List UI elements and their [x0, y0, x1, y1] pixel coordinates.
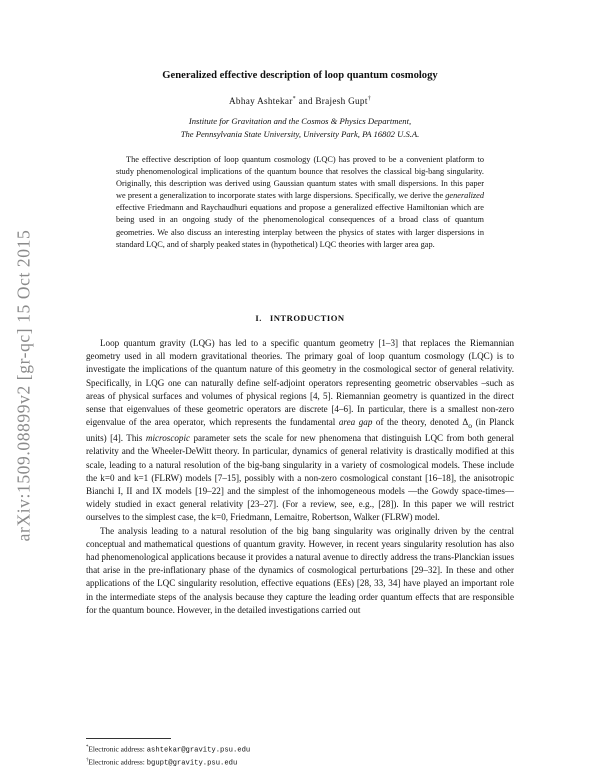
abstract [116, 154, 484, 251]
affiliation-line-1: Institute for Gravitation and the Cosmos & Physics Department, [188, 116, 412, 126]
intro-p1-text-c: (in Planck units) [4]. This [86, 417, 514, 444]
author-line [86, 96, 514, 106]
arxiv-identifier-stamp [10, 160, 38, 610]
author-ashtekar: Abhay Ashtekar [229, 96, 293, 107]
footnote-divider [86, 738, 171, 739]
author-conjunction: and [298, 96, 313, 107]
abstract-text-1: The effective description of loop quantum cosmology (LQC) has proved to be a convenient platform to study phenomenological implications of the quantum bounce that resolves the classical big-bang singularity. Originally, this description was derived using Gaussian quantum states with small dispersions. In this paper we present a generalization to incorporate states with large dispersions. Specifically, we derive the [116, 155, 484, 201]
introduction-body [86, 337, 514, 617]
intro-paragraph-2: The analysis leading to a natural resolution of the big bang singularity was originally driven by the central conceptual and mathematical questions of quantum gravity. However, in recent years singularity resolution has also had phenomenological applications because it provides a natural avenue to directly address the trans-Planckian issues that arise in the pre-inflationary phase of the dynamics of cosmological perturbations [29–32]. In these and other applications of the LQC singularity resolution, effective equations (EEs) [28, 33, 34] have played an important role in the intermediate steps of the analysis because they capture the leading order quantum effects that are responsible for the quantum bounce. However, in the detailed investigations carried out [86, 525, 514, 615]
paper-title: Generalized effective description of loop quantum cosmology [162, 70, 438, 81]
intro-p1-emphasis-microscopic: microscopic [145, 433, 191, 444]
section-title: INTRODUCTION [269, 313, 345, 323]
footnotes [86, 743, 514, 769]
footnote-gupt [86, 756, 514, 769]
footnote-ashtekar [86, 743, 514, 756]
intro-p1-text-b: of the theory, denoted Δ [372, 417, 469, 428]
abstract-text-2: effective Friedmann and Raychaudhuri equations and propose a generalized effective Hamiltonian which are being used in an ongoing study of the phenomenological consequences of a broad class of quantum geometries. We also discuss an interesting interplay between the physics of states with larger dispersions in standard LQC, and of sharply peaked states in (hypothetical) LQC theories with larger area gap. [116, 203, 484, 249]
intro-p1-subscript: o [468, 421, 473, 431]
author-gupt-mark: † [367, 96, 371, 102]
author-gupt: Brajesh Gupt [315, 96, 368, 107]
intro-paragraph-1 [86, 337, 514, 525]
intro-p1-emphasis-area-gap: area gap [338, 417, 373, 428]
affiliation-line-2: The Pennsylvania State University, University Park, PA 16802 U.S.A. [180, 129, 420, 139]
footnote-2-mark: † [86, 757, 89, 763]
section-number: I. [255, 313, 262, 323]
footnote-2-email-link[interactable]: bgupt@gravity.psu.edu [146, 759, 238, 768]
abstract-emphasis: generalized [445, 191, 484, 201]
footnote-1-label: Electronic address: [88, 744, 147, 754]
intro-p1-text-d: parameter sets the scale for new phenomena that distinguish LQC from both general relativity and the Wheeler-DeWitt theory. In particular, dynamics of general relativity is drastically modified at this scale, leading to a natural resolution of the big-bang singularity in a variety of cosmological models. These include the k=0 and k=1 (FLRW) models [7–15], possibly with a non-zero cosmological constant [16–18], the anisotropic Bianchi I, II and IX models [19–22] and the simplest of the inhomogeneous models —the Gowdy space-times— widely studied in exact general relativity [23–27]. (For a review, see, e.g., [28]). In this paper we will restrict ourselves to the simplest case, the k=0, Friedmann, Lemaitre, Robertson, Walker (FLRW) model. [86, 433, 514, 523]
footnote-2-label: Electronic address: [88, 757, 147, 767]
arxiv-stamp-text: arXiv:1509.08899v2 [gr-qc] 15 Oct 2015 [13, 229, 34, 541]
intro-p1-text-a: Loop quantum gravity (LQG) has led to a specific quantum geometry [1–3] that replaces the Riemannian geometry used in all modern gravitational theories. The primary goal of loop quantum cosmology (LQC) is to investigate the implications of the quantum nature of this geometry in the cosmological sector of general relativity. Specifically, in LQG one can naturally define self-adjoint operators representing geometric observables –such as areas of physical surfaces and volumes of physical regions [4, 5]. Riemannian geometry is quantized in the direct sense that eigenvalues of these geometric operators are discrete [4–6]. In particular, there is a smallest non-zero eigenvalue of the area operator, which represents the fundamental [86, 338, 514, 428]
footnote-1-mark: * [86, 745, 89, 750]
footnote-1-email-link[interactable]: ashtekar@gravity.psu.edu [146, 746, 251, 755]
affiliation [86, 115, 514, 141]
section-heading [86, 313, 514, 323]
author-ashtekar-mark: * [292, 96, 296, 102]
